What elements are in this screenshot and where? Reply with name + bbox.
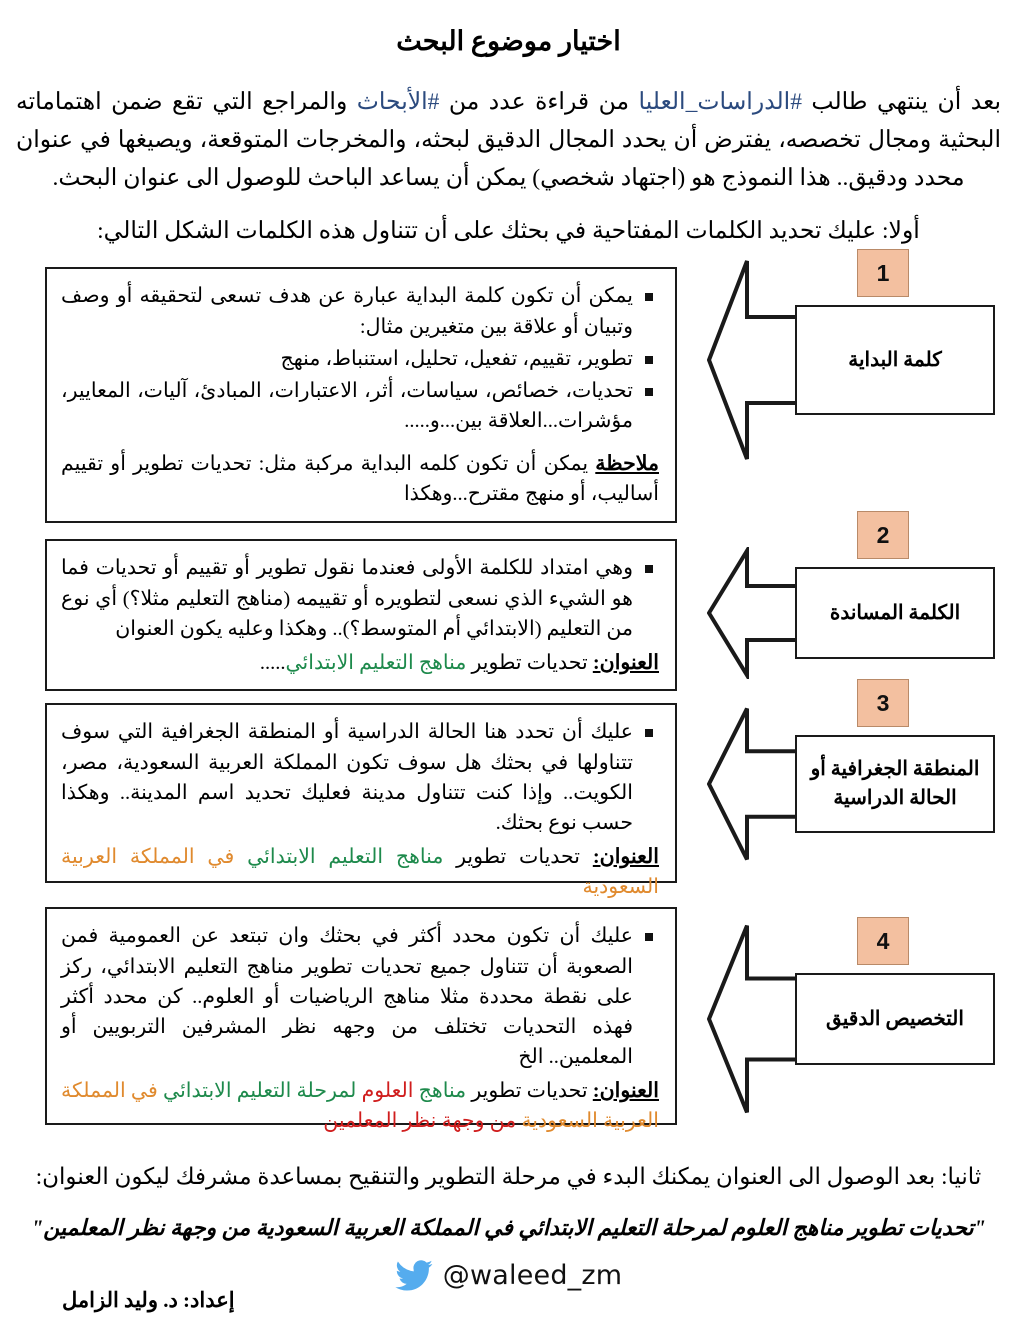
list-item: تحديات، خصائص، سياسات، أثر، الاعتبارات، المبادئ، آليات، المعايير، مؤشرات...العلاقة بين...و..... (61, 376, 659, 436)
hashtag-token[interactable]: #الأبحاث (356, 89, 440, 115)
keywords-diagram (0, 259, 1017, 1137)
left-arrow-icon-1 (707, 255, 799, 465)
example-title-label: العنوان: (592, 651, 659, 674)
step-content-box-2 (45, 539, 677, 691)
note-label: ملاحظة (595, 453, 659, 476)
step-note (61, 449, 659, 509)
step-content-box-3 (45, 703, 677, 899)
list-item: عليك أن تكون محدد أكثر في بحثك وان تبتعد عن العمومية فمن الصعوبة أن تتناول جميع تحديات تطوير مناهج التعليم الابتدائي، ركز على نقطة محددة مثلا مناهج الرياضيات أو العلوم.. كن محدد أكثر فهذه التحديات تختلف من وجهه نظر المشرفين التربويين أو المعلمين.. الخ (61, 921, 659, 1072)
step-example-title (61, 1076, 659, 1136)
final-research-title: "تحديات تطوير مناهج العلوم لمرحلة التعليم الابتدائي في المملكة العربية السعودية من وجهة نظر المعلمين" (31, 1214, 986, 1240)
intro-text-run: بعد أن ينتهي طالب (801, 89, 1001, 115)
secondly-instruction: ثانيا: بعد الوصول الى العنوان يمكنك البدء في مرحلة التطوير والتنقيح بمساعدة مشرفك ليكون العنوان: (35, 1164, 982, 1189)
step-label-box-3: المنطقة الجغرافية أو الحالة الدراسية (795, 735, 995, 833)
step-label-box-4: التخصيص الدقيق (795, 973, 995, 1065)
example-title-run: مناهج التعليم الابتدائي (285, 651, 467, 674)
step-label-box-2: الكلمة المساندة (795, 567, 995, 659)
step-label-box-1: كلمة البداية (795, 305, 995, 415)
example-title-run: تحديات تطوير (466, 651, 593, 674)
step-bullet-list (61, 553, 659, 643)
example-title-run: مناهج (413, 1080, 467, 1103)
step-bullet-list (61, 717, 659, 838)
example-title-run: تحديات تطوير (466, 1080, 593, 1103)
list-item: عليك أن تحدد هنا الحالة الدراسية أو المنطقة الجغرافية التي سوف تتناولها في بحثك هل سوف تكون المملكة العربية السعودية، مصر، الكويت.. وإذا كنت تتناول مدينة فعليك تحديد اسم المدينة.. وهكذا حسب نوع بحثك. (61, 717, 659, 838)
example-title-run: في المملكة العربية السعودية (61, 845, 659, 899)
step-example-title (61, 842, 659, 902)
intro-paragraph (0, 57, 1017, 197)
document-footer (0, 1160, 1017, 1320)
list-item: تطوير، تقييم، تفعيل، تحليل، استنباط، منهج (61, 344, 659, 374)
step-number-badge-2: 2 (857, 511, 909, 559)
example-title-label: العنوان: (592, 845, 659, 868)
step-number-badge-3: 3 (857, 679, 909, 727)
twitter-handle-text: @waleed_zm (442, 1260, 623, 1291)
example-title-label: العنوان: (592, 1080, 659, 1103)
intro-text-run: من قراءة عدد من (439, 89, 639, 115)
example-title-run: تحديات تطوير (443, 845, 593, 868)
hashtag-token[interactable]: #الدراسات_العليا (638, 89, 802, 115)
step-bullet-list (61, 921, 659, 1072)
twitter-bird-icon (395, 1260, 433, 1292)
left-arrow-icon-4 (707, 920, 799, 1118)
step-example-title (61, 648, 659, 678)
firstly-instruction: أولا: عليك تحديد الكلمات المفتاحية في بحثك على أن تتناول هذه الكلمات الشكل التالي: (97, 218, 920, 245)
left-arrow-icon-2 (707, 547, 799, 679)
list-item: وهي امتداد للكلمة الأولى فعندما نقول تطوير أو تقييم أو تحديات فما هو الشيء الذي نسعى لتطويره أو تقييمه (مناهج التعليم مثلا؟) أي نوع من التعليم (الابتدائي أم المتوسط؟).. وهكذا وعليه يكون العنوان (61, 553, 659, 643)
author-credit: إعداد: د. وليد الزامل (62, 1287, 235, 1312)
example-title-run: ..... (259, 651, 286, 674)
page-title: اختيار موضوع البحث (396, 26, 621, 56)
list-item: يمكن أن تكون كلمة البداية عبارة عن هدف تسعى لتحقيقه أو وصف وتبيان أو علاقة بين متغيرين مثال: (61, 281, 659, 341)
step-number-badge-1: 1 (857, 249, 909, 297)
example-title-run: في المملكة العربية السعودية (61, 1080, 659, 1133)
example-title-run: العلوم (356, 1080, 414, 1103)
step-content-box-1 (45, 267, 677, 523)
step-number-badge-4: 4 (857, 917, 909, 965)
example-title-run: لمرحلة التعليم الابتدائي (163, 1080, 357, 1103)
intro-text-run: والمراجع التي تقع ضمن اهتماماته البحثية ومجال تخصصه، يفترض أن يحدد المجال الدقيق لبحثه، والمخرجات المتوقعة، ويصيغها في عنوان محدد ودقيق.. هذا النموذج هو (اجتهاد شخصي) يمكن أن يساعد الباحث للوصول الى عنوان البحث. (16, 89, 1001, 192)
twitter-credit[interactable] (395, 1260, 622, 1292)
step-bullet-list (61, 281, 659, 436)
example-title-run: مناهج التعليم الابتدائي (247, 845, 444, 868)
example-title-run: من وجهة نظر المعلمين (323, 1110, 522, 1133)
credit-row (0, 1258, 1017, 1320)
note-text: يمكن أن تكون كلمه البداية مركبة مثل: تحديات تطوير أو تقييم أساليب، أو منهج مقترح...وهكذا (61, 453, 659, 506)
step-content-box-4 (45, 907, 677, 1133)
left-arrow-icon-3 (707, 704, 799, 864)
